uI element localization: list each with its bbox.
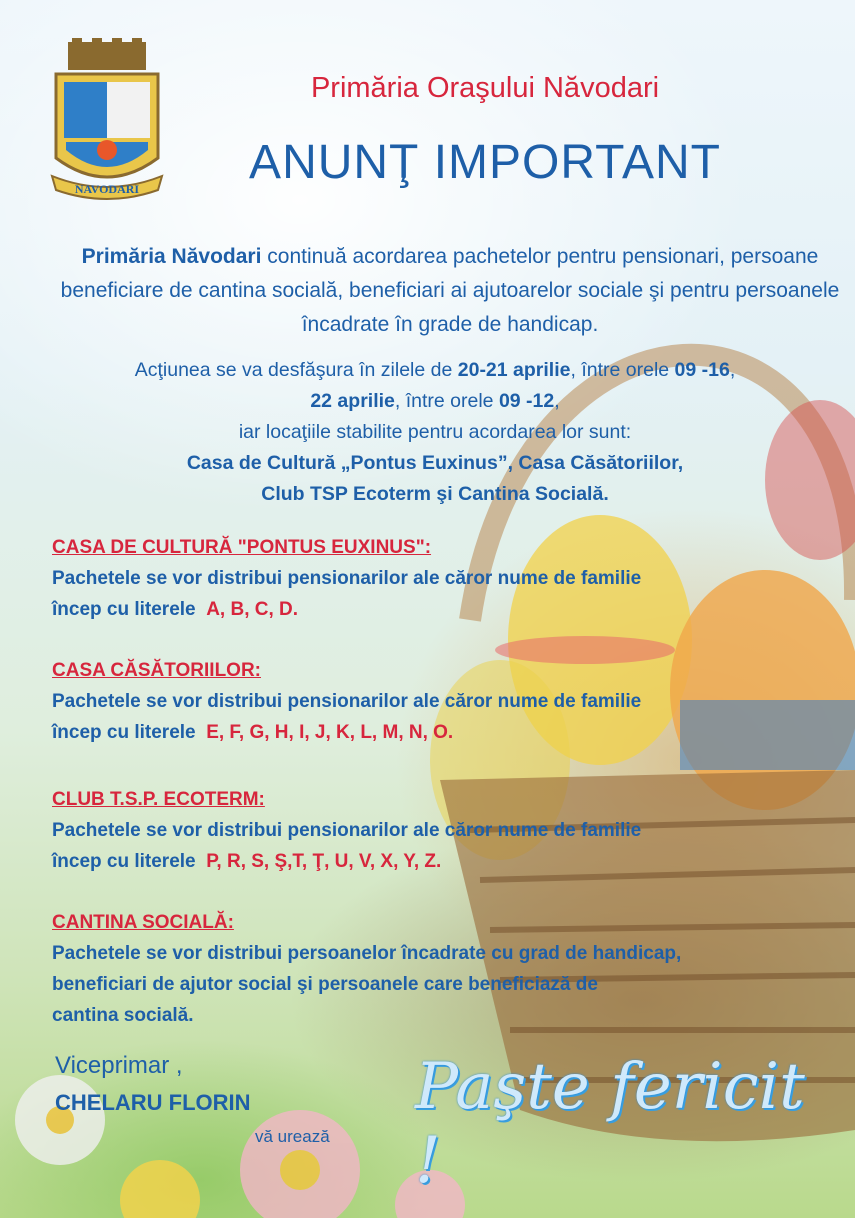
letters-list: A, B, C, D.	[206, 599, 299, 620]
schedule-line-1	[40, 355, 830, 386]
section-title: CASA CĂSĂTORIILOR:	[52, 660, 261, 681]
announcement-title: ANUNŢ IMPORTANT	[249, 136, 721, 189]
logo-banner-text: NAVODARI	[74, 182, 140, 196]
hours-1: 09 -16	[674, 359, 730, 381]
section-text: Pachetele se vor distribui pensionarilor ale căror nume de familie	[52, 568, 642, 589]
section-club-tsp-ecoterm	[52, 784, 812, 877]
schedule-text: Acţiunea se va desfăşura în zilele de	[134, 359, 458, 381]
schedule-block	[40, 355, 830, 510]
schedule-text: , între orele	[394, 390, 499, 412]
coat-of-arms-logo	[48, 38, 166, 206]
intro-paragraph	[55, 240, 845, 342]
schedule-line-3: iar locaţiile stabilite pentru acordarea lor sunt:	[238, 421, 632, 443]
signature-role: Viceprimar ,	[55, 1052, 183, 1079]
section-text: beneficiari de ajutor social şi persoanele care beneficiază de	[52, 974, 598, 995]
section-text: Pachetele se vor distribui pensionarilor ale căror nume de familie	[52, 820, 642, 841]
section-letters-line	[52, 594, 812, 625]
section-text: Pachetele se vor distribui persoanelor încadrate cu grad de handicap,	[52, 943, 682, 964]
locations-line-2: Club TSP Ecoterm şi Cantina Socială.	[261, 483, 609, 505]
section-title: CANTINA SOCIALĂ:	[52, 912, 234, 933]
section-title: CASA DE CULTURĂ "PONTUS EUXINUS":	[52, 537, 432, 558]
section-letters-line	[52, 717, 812, 748]
section-casa-casatoriilor	[52, 655, 812, 748]
hours-2: 09 -12	[498, 390, 555, 412]
signature-name: CHELARU FLORIN	[55, 1090, 251, 1115]
locations-line-1: Casa de Cultură „Pontus Euxinus”, Casa Căsătoriilor,	[186, 452, 684, 474]
date-range-1: 20-21 aprilie	[457, 359, 571, 381]
schedule-line-2	[40, 386, 830, 417]
letters-list: P, R, S, Ş,T, Ţ, U, V, X, Y, Z.	[206, 851, 442, 872]
easter-greeting: Paşte fericit !	[415, 1050, 805, 1198]
letters-prefix: încep cu literele	[52, 851, 196, 872]
section-letters-line	[52, 846, 812, 877]
signature-wish: vă urează	[255, 1127, 330, 1146]
section-text: Pachetele se vor distribui pensionarilor ale căror nume de familie	[52, 691, 642, 712]
letters-prefix: încep cu literele	[52, 722, 196, 743]
intro-text: continuă acordarea pachetelor pentru pensionari, persoane beneficiare de cantina socială, beneficiari ai ajutoarelor sociale şi pentru persoanele încadrate în grade de handicap.	[60, 245, 840, 336]
schedule-text: , între orele	[570, 359, 675, 381]
date-2: 22 aprilie	[310, 390, 395, 412]
section-title: CLUB T.S.P. ECOTERM:	[52, 789, 265, 810]
schedule-text: ,	[729, 359, 736, 381]
letters-list: E, F, G, H, I, J, K, L, M, N, O.	[206, 722, 454, 743]
section-cantina-sociala	[52, 907, 812, 1031]
section-text: cantina socială.	[52, 1005, 194, 1026]
city-hall-title: Primăria Oraşului Năvodari	[310, 72, 660, 104]
intro-bold: Primăria Năvodari	[81, 245, 262, 268]
schedule-text: ,	[554, 390, 560, 412]
letters-prefix: încep cu literele	[52, 599, 196, 620]
section-casa-de-cultura	[52, 532, 812, 625]
